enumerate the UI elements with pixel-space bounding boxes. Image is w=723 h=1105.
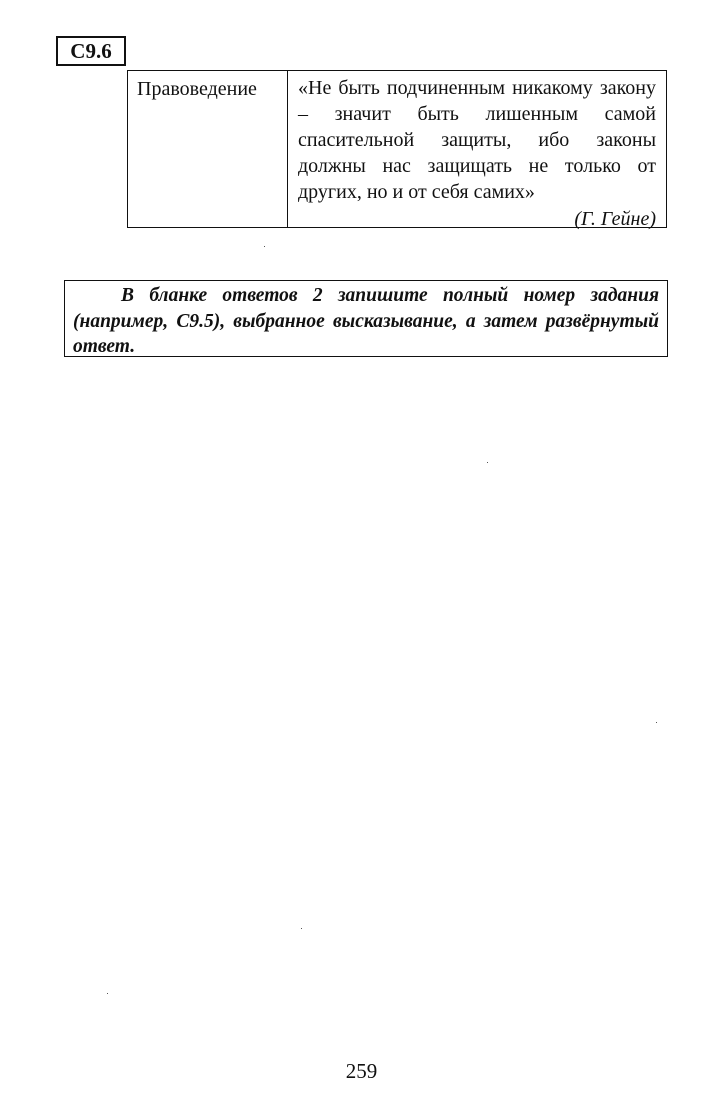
quote-text: «Не быть подчиненным никакому закону – значит быть лишенным самой спасительной защиты, ибо законы должны нас защищать не только от других, но и от себя самих» [298,77,656,203]
scan-speck [301,928,302,929]
quote-cell [288,71,666,230]
scan-speck [487,462,488,463]
quote-author: (Г. Гейне) [574,208,656,230]
page-number: 259 [345,1059,378,1083]
task-number-label: С9.6 [56,36,126,66]
subject-cell: Правоведение [128,71,288,227]
quote-table [127,70,667,228]
scan-speck [656,722,657,723]
scan-speck [264,246,265,247]
instruction-box: В бланке ответов 2 запишите полный номер задания (например, С9.5), выбранное высказывание, а затем развёрнутый ответ. [64,280,668,357]
scan-speck [107,993,108,994]
